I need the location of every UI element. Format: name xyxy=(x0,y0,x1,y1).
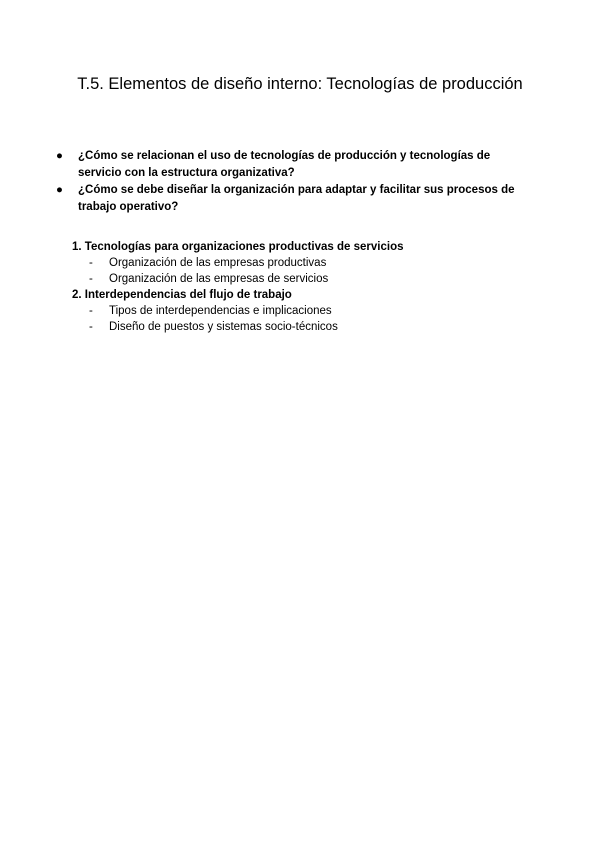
question-item xyxy=(56,148,536,182)
question-item xyxy=(56,182,536,216)
section-heading: 1. Tecnologías para organizaciones productivas de servicios xyxy=(72,241,404,253)
list-item-text: Tipos de interdependencias e implicaciones xyxy=(109,305,332,317)
list-item xyxy=(89,255,532,271)
dash-icon: - xyxy=(89,273,93,285)
outline xyxy=(72,239,532,335)
page-title: T.5. Elementos de diseño interno: Tecnologías de producción xyxy=(77,75,523,93)
question-text: ¿Cómo se debe diseñar la organización para adaptar y facilitar sus procesos de trabajo operativo? xyxy=(78,184,515,213)
list-item-text: Diseño de puestos y sistemas socio-técnicos xyxy=(109,321,338,333)
dash-icon: - xyxy=(89,257,93,269)
question-list xyxy=(56,148,536,216)
list-item xyxy=(89,271,532,287)
list-item xyxy=(89,319,532,335)
list-item-text: Organización de las empresas productivas xyxy=(109,257,327,269)
question-text: ¿Cómo se relacionan el uso de tecnologías de producción y tecnologías de servicio con la estructura organizativa? xyxy=(78,150,491,179)
dash-icon: - xyxy=(89,321,93,333)
list-item xyxy=(89,303,532,319)
section-heading: 2. Interdependencias del flujo de trabajo xyxy=(72,289,292,301)
bullet-icon: ● xyxy=(56,150,63,162)
list-item-text: Organización de las empresas de servicios xyxy=(109,273,329,285)
bullet-icon: ● xyxy=(56,184,63,196)
dash-icon: - xyxy=(89,305,93,317)
